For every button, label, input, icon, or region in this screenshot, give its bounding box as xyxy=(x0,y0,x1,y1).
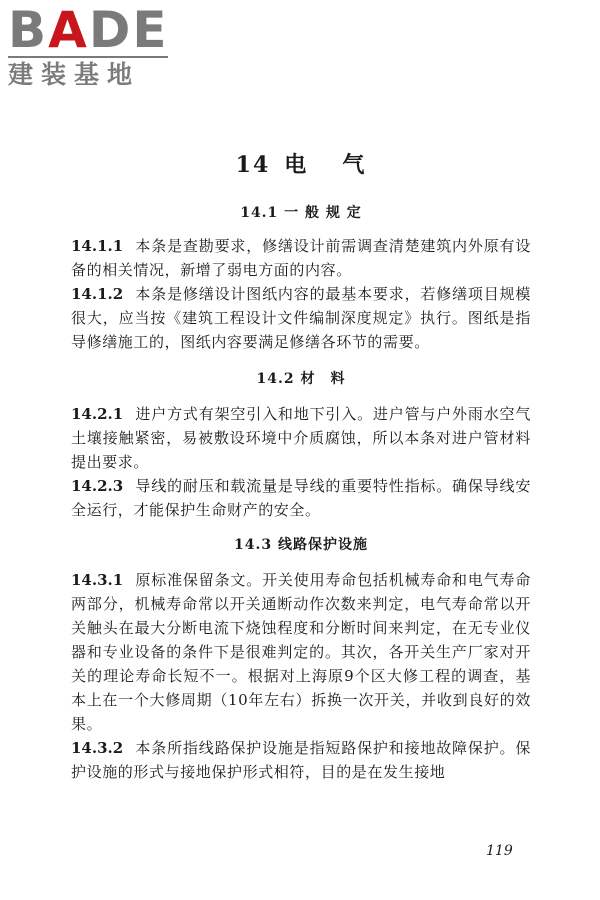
clause xyxy=(71,568,531,736)
clause xyxy=(71,736,531,784)
clause-number: 14.2.3 xyxy=(71,477,124,495)
clause-number: 14.2.1 xyxy=(71,405,124,423)
section-heading: 14.2 材 料 xyxy=(256,371,346,387)
clause-number: 14.1.1 xyxy=(71,237,124,255)
chapter-title-part-2: 气 xyxy=(342,152,367,178)
chapter-number: 14 xyxy=(235,152,271,178)
clause xyxy=(71,402,531,474)
clause-text: 导线的耐压和载流量是导线的重要特性指标。确保导线安全运行，才能保护生命财产的安全。 xyxy=(71,477,531,519)
chapter-title xyxy=(71,150,531,180)
clause-text: 原标准保留条文。开关使用寿命包括机械寿命和电气寿命两部分，机械寿命常以开关通断动作次数来判定，电气寿命常以开关触头在最大分断电流下烧蚀程度和分断时间来判定，在无专业仪器和专业设备的条件下是很难判定的。其次，各开关生产厂家对开关的理论寿命长短不一。根据对上海原9个区大修工程的调查，基本上在一个大修周期（10年左右）拆换一次开关，并收到良好的效果。 xyxy=(71,571,531,733)
clause xyxy=(71,282,531,354)
clause-text: 本条所指线路保护设施是指短路保护和接地故障保护。保护设施的形式与接地保护形式相符，目的是在发生接地 xyxy=(71,739,531,781)
clause-number: 14.3.2 xyxy=(71,739,124,757)
clause-number: 14.1.2 xyxy=(71,285,124,303)
page-body xyxy=(71,150,531,784)
section-heading: 14.1 一 般 规 定 xyxy=(240,205,362,221)
logo-wordmark: BADE xyxy=(8,1,169,59)
clause xyxy=(71,474,531,522)
section-heading: 14.3 线路保护设施 xyxy=(234,537,368,553)
clause-text: 进户方式有架空引入和地下引入。进户管与户外雨水空气土壤接触紧密，易被敷设环境中介质腐蚀，所以本条对进户管材料提出要求。 xyxy=(71,405,531,471)
bade-logo xyxy=(8,1,169,90)
clause-text: 本条是查勘要求，修缮设计前需调查清楚建筑内外原有设备的相关情况，新增了弱电方面的内容。 xyxy=(71,237,531,279)
clause-text: 本条是修缮设计图纸内容的最基本要求，若修缮项目规模很大，应当按《建筑工程设计文件编制深度规定》执行。图纸是指导修缮施工的，图纸内容要满足修缮各环节的需要。 xyxy=(71,285,531,351)
page-number: 119 xyxy=(486,843,513,859)
clause xyxy=(71,234,531,282)
logo-chinese-name: 建装基地 xyxy=(8,60,141,89)
clause-number: 14.3.1 xyxy=(71,571,124,589)
chapter-title-part-1: 电 xyxy=(284,152,309,178)
